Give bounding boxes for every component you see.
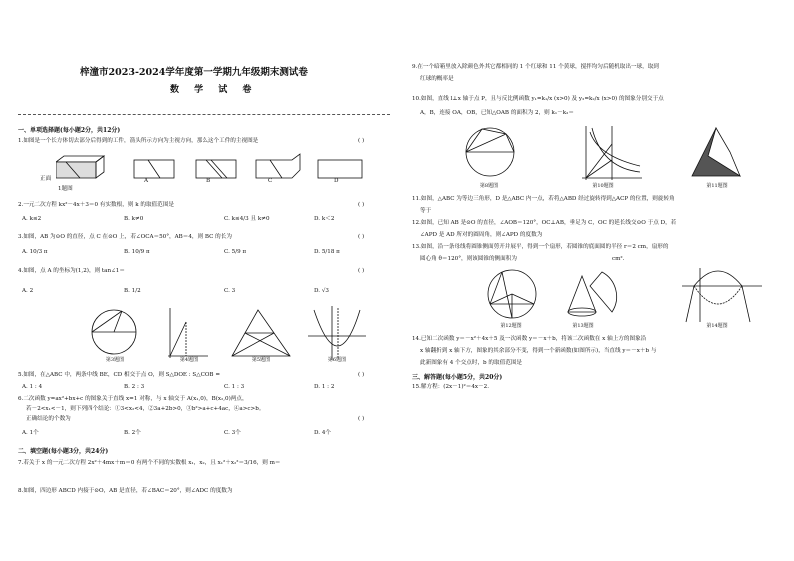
fig11-triangle xyxy=(692,128,740,176)
q1-arrow-label: 正面 xyxy=(40,176,52,182)
q3-text: 3.如图，AB 为⊙O 的直径，点 C 在⊙O 上，若∠OCA＝50°，AB＝4，则 BC 的长为 xyxy=(18,234,232,240)
fig12-label: 第12题图 xyxy=(500,323,522,329)
q6-opt-B: B. 2个 xyxy=(124,430,141,436)
q6-opt-D: D. 4个 xyxy=(314,430,331,436)
figures-q3-q6 xyxy=(18,302,390,362)
q4-opt-D: D. √3 xyxy=(314,288,329,294)
q2-answer-paren[interactable]: ( ) xyxy=(358,202,365,208)
q4-opt-B: B. 1/2 xyxy=(124,288,141,294)
q1-opt-D: D xyxy=(334,178,339,184)
fig6-parabola xyxy=(308,306,366,360)
q1-option-C xyxy=(256,154,300,178)
q1-text: 1.如图是一个长方体切去部分后得到的工件，箭头所示方向为主视方向，那么这个工件的主视图是 xyxy=(18,138,259,144)
q10-line2: A，B，连接 OA，OB，已知△OAB 的面积为 2，则 k₁－k₂＝ xyxy=(420,110,574,116)
q5-opt-B: B. 2 : 3 xyxy=(124,384,145,390)
q3-opt-A: A. 10/3 π xyxy=(22,249,48,255)
q1-figures xyxy=(56,152,376,188)
q11-line1: 11.如图，△ABC 为等边三角形，D 是△ABC 内一点，若将△ABD 经过旋转得到△ACP 的位置，则旋转角 xyxy=(412,196,675,202)
q6-line1: 6.二次函数 y=ax²+bx+c 的图象关于直线 x=1 对称，与 x 轴交于 A(x₁,0)，B(x₂,0)两点， xyxy=(18,396,248,402)
q1-option-A xyxy=(134,160,174,178)
q14-line3: 此新图象有 4 个交点时，b 的取值范围是 xyxy=(420,360,522,366)
fig4-axes xyxy=(168,308,208,358)
q1-solid xyxy=(56,156,104,178)
q2-opt-C: C. k≤4/3 且 k≠0 xyxy=(224,216,270,222)
fig3-label: 第3题图 xyxy=(105,357,125,363)
q2-opt-B: B. k≠0 xyxy=(124,216,144,222)
q5-opt-A: A. 1 : 4 xyxy=(22,384,43,390)
divider xyxy=(18,114,390,115)
q1-opt-B: B xyxy=(206,178,211,184)
figures-q12-q14 xyxy=(472,266,772,324)
q4-opt-A: A. 2 xyxy=(22,288,34,294)
fig11-label: 第11题图 xyxy=(706,183,728,189)
q14-line2: x 轴翻折到 x 轴下方，图象的其余部分不变，得到一个新函数(如图所示)，当直线 y＝－x＋b 与 xyxy=(420,348,657,354)
q2-opt-D: D. k＜2 xyxy=(314,216,335,222)
q2-opt-A: A. k≤2 xyxy=(22,216,42,222)
q6-line2: 若－2<x₁<－1，则下列四个结论：①3<x₂<4，②3a+2b>0，③b²>a+c+4ac，④a>c>b。 xyxy=(26,406,265,412)
q3-opt-B: B. 10/9 π xyxy=(124,249,150,255)
section3-header: 三、解答题(每小题5分，共20分) xyxy=(412,374,503,381)
fig14-label: 第14题图 xyxy=(706,323,728,329)
exam-subject: 数 学 试 卷 xyxy=(170,85,258,95)
fig13-cone xyxy=(568,272,617,316)
q6-answer-paren[interactable]: ( ) xyxy=(358,416,365,422)
fig5-triangle xyxy=(232,310,290,356)
q13-unit: cm². xyxy=(612,256,625,262)
q9-line1: 9.在一个暗箱里放入除颜色外其它都相同的 1 个红球和 11 个黄球，搅拌均匀后随机取出一球，取到 xyxy=(412,64,659,70)
q1-fig-label: 1题图 xyxy=(58,186,73,192)
fig5-label: 第5题图 xyxy=(251,357,271,363)
q6-line3: 正确结论的个数为 xyxy=(26,416,71,422)
q13-line1: 13.如图，沿一条母线将圆锥侧面剪开并展平，得到一个扇形，若圆锥的底面圆的半径 r＝2 cm，扇形的 xyxy=(412,244,669,250)
q12-line2: ∠APD 是 AD 所对的圆周角，则∠APD 的度数为 xyxy=(420,232,543,238)
q1-answer-paren[interactable]: ( ) xyxy=(358,138,365,144)
q5-answer-paren[interactable]: ( ) xyxy=(358,372,365,378)
fig12-circle xyxy=(488,270,536,318)
q11-line2: 等于 xyxy=(420,208,432,214)
exam-title: 梓潼市2023-2024学年度第一学期九年级期末测试卷 xyxy=(80,67,308,78)
q6-opt-C: C. 3个 xyxy=(224,430,241,436)
fig14-graph xyxy=(682,268,762,322)
q1-option-D xyxy=(318,160,362,178)
section2-header: 二、填空题(每小题3分，共24分) xyxy=(18,448,109,455)
q5-opt-D: D. 1 : 2 xyxy=(314,384,335,390)
q3-answer-paren[interactable]: ( ) xyxy=(358,234,365,240)
q13-line2: 圆心角 θ＝120°，则该圆锥的侧面积为 xyxy=(420,256,517,262)
q3-opt-C: C. 5/9 π xyxy=(224,249,247,255)
fig4-label: 第4题图 xyxy=(179,357,199,363)
q4-opt-C: C. 3 xyxy=(224,288,236,294)
q5-text: 5.如图，在△ABC 中，两条中线 BE，CD 相交于点 O，则 S△DOE : S△COB = xyxy=(18,372,221,378)
fig8-label: 第8题图 xyxy=(479,183,499,189)
q12-line1: 12.如图，已知 AB 是⊙O 的直径，∠AOB＝120°，OC⊥AB，垂足为 C，OC 的延长线交⊙O 于点 D，若 xyxy=(412,220,677,226)
figures-q8-q11 xyxy=(452,122,782,182)
q14-line1: 14.已知二次函数 y＝－x²＋4x＋5 及一次函数 y＝－x＋b，将该二次函数在 x 轴上方的图象沿 xyxy=(412,336,647,342)
q1-opt-C: C xyxy=(268,178,273,184)
q6-opt-A: A. 1个 xyxy=(22,430,39,436)
fig3-circle xyxy=(92,310,136,354)
q3-opt-D: D. 5/18 π xyxy=(314,249,340,255)
q2-text: 2.一元二次方程 kx²－4x＋3＝0 有实数根，则 k 的取值范围是 xyxy=(18,202,174,208)
fig8-circle xyxy=(466,128,514,176)
fig10-label: 第10题图 xyxy=(592,183,614,189)
fig6-label: 第6题图 xyxy=(327,357,347,363)
q4-answer-paren[interactable]: ( ) xyxy=(358,268,365,274)
q10-line1: 10.如图，直线 l⊥x 轴于点 P，且与反比例函数 y₁=k₁/x (x>0) 及 y₂=k₂/x (x>0) 的图象分别交于点 xyxy=(412,96,664,102)
q1-opt-A: A xyxy=(144,178,149,184)
q4-text: 4.如图，点 A 的坐标为(1,2)，则 tan∠1＝ xyxy=(18,268,125,274)
fig10-hyperbola xyxy=(582,126,642,180)
fig13-label: 第13题图 xyxy=(572,323,594,329)
q5-opt-C: C. 1 : 3 xyxy=(224,384,245,390)
q1-option-B xyxy=(196,160,236,178)
q15-text: 15.解方程：(2x－1)²＝4x－2. xyxy=(412,384,489,390)
q9-line2: 红球的概率是 xyxy=(420,76,454,82)
q8-text: 8.如图，四边形 ABCD 内接于⊙O，AB 是直径，若∠BAC＝20°，则∠ADC 的度数为 xyxy=(18,488,233,494)
q7-text: 7.若关于 x 的一元二次方程 2x²＋4mx＋m＝0 有两个不同的实数根 x₁，x₂，且 x₁²＋x₂²＝3/16，则 m＝ xyxy=(18,460,281,466)
section1-header: 一、单项选择题(每小题2分，共12分) xyxy=(18,127,121,134)
